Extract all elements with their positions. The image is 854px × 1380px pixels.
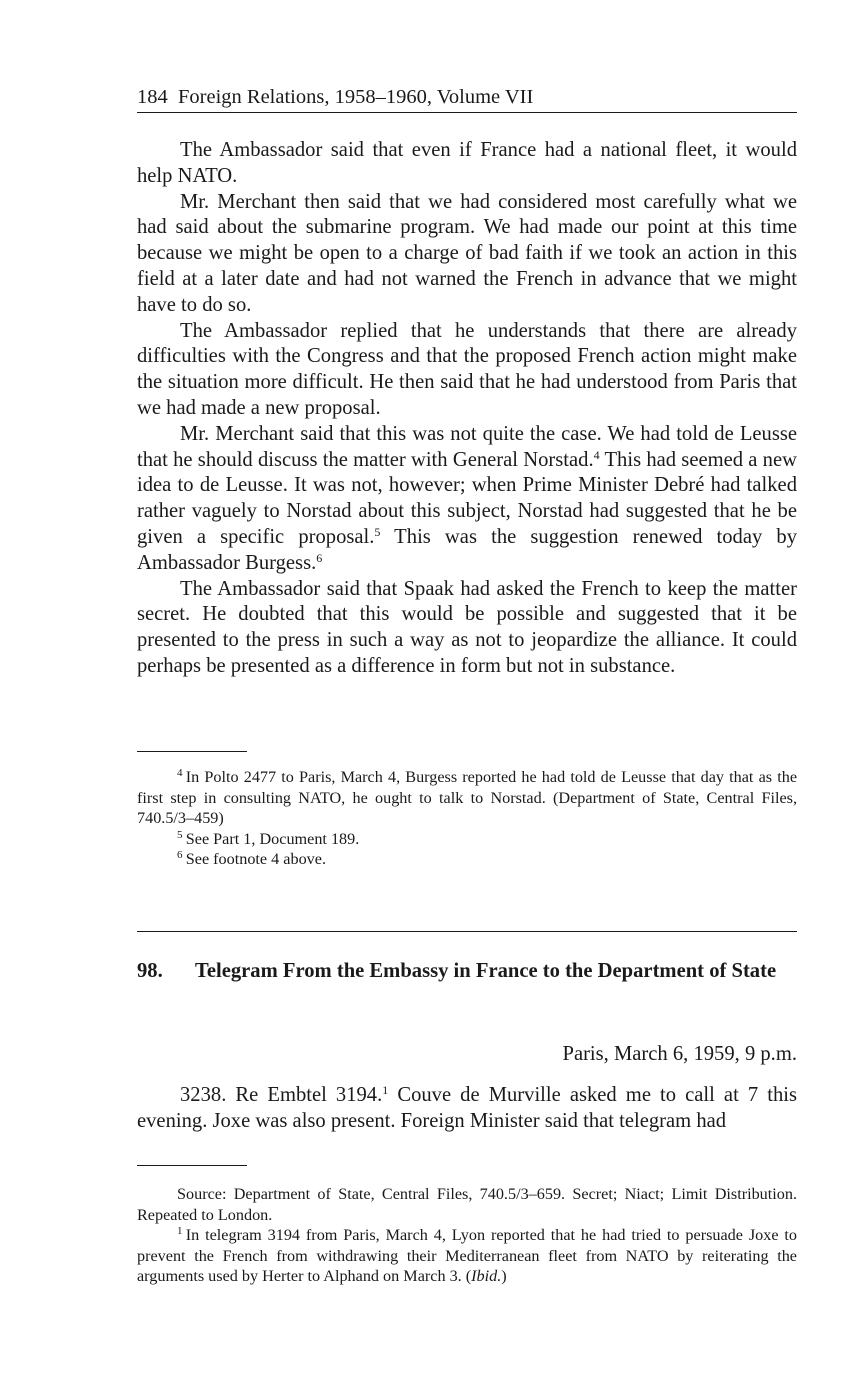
paragraph-text: Couve de Murville asked me to call at 7 this evening. Joxe was also present. Foreign Minister said that telegram had <box>137 1084 797 1132</box>
footnote <box>137 767 797 829</box>
paragraph <box>137 1083 797 1135</box>
paragraph-text: 3238. Re Embtel 3194. <box>180 1084 383 1106</box>
footnote <box>137 1225 797 1287</box>
paragraph: Mr. Merchant then said that we had considered most carefully what we had said about the submarine program. We had made our point at this time because we might be open to a charge of bad faith if we took an action in this field at a later date and had not warned the French in advance that we might have to do so. <box>137 190 797 316</box>
paragraph-text: This had seemed a new idea to de Leusse. It was not, however; when Prime Minister Debré had talked rather vaguely to Norstad about this subject, Norstad had suggested that he be given a specific proposal. <box>137 448 797 548</box>
paragraph <box>137 422 797 577</box>
document-title: Telegram From the Embassy in France to the Department of State <box>195 960 777 982</box>
footnote-mark: 6 <box>177 849 183 861</box>
paragraph-text: Mr. Merchant said that this was not quite the case. We had told de Leusse that he should discuss the matter with General Norstad. <box>137 422 797 471</box>
paragraph: The Ambassador said that Spaak had asked the French to keep the matter secret. He doubted that this would be possible and suggested that it be presented to the press in such a way as not to jeopardize the alliance. It could perhaps be presented as a difference in form but not in substance. <box>137 577 797 677</box>
footnote-reference[interactable]: 1 <box>382 1083 389 1097</box>
footnote-text: See footnote 4 above. <box>185 850 326 868</box>
footnote-mark: 1 <box>177 1225 183 1237</box>
running-title: Foreign Relations, 1958–1960, Volume VII <box>178 86 534 108</box>
page-number: 184 <box>137 86 168 108</box>
ibid-citation: Ibid. <box>471 1267 502 1285</box>
document-heading <box>137 958 797 984</box>
paragraph: The Ambassador said that even if France had a national fleet, it would help NATO. <box>137 139 797 187</box>
header-rule <box>137 112 797 113</box>
footnote-text: In telegram 3194 from Paris, March 4, Lyon reported that he had tried to persuade Joxe to prevent the French from withdrawing their Mediterranean fleet from NATO by reiterating the arguments used by Herter to Alphand on March 3. ( <box>137 1226 797 1285</box>
footnote-mark: 5 <box>177 828 183 841</box>
section-divider <box>137 931 797 932</box>
footnote-mark: 4 <box>177 767 183 779</box>
footnote-text: In Polto 2477 to Paris, March 4, Burgess reported he had told de Leusse that day that as the first step in consulting NATO, he ought to talk to Norstad. (Department of State, Central Files, 740.5/3–459) <box>137 768 797 827</box>
paragraph-text: This was the suggestion renewed today by Ambassador Burgess. <box>137 525 797 574</box>
document-footnotes <box>137 1184 797 1287</box>
footnote-reference[interactable]: 6 <box>316 550 323 565</box>
footnotes <box>137 767 797 870</box>
footnote <box>137 849 797 870</box>
footnote-text: See Part 1, Document 189. <box>185 829 360 848</box>
document-number: 98. <box>137 960 163 982</box>
footnote-rule <box>137 1165 247 1166</box>
footnote-rule <box>137 751 247 752</box>
dateline: Paris, March 6, 1959, 9 p.m. <box>562 1043 797 1065</box>
footnote-reference[interactable]: 5 <box>374 524 381 539</box>
source-note: Source: Department of State, Central Files, 740.5/3–659. Secret; Niact; Limit Distribution. Repeated to London. <box>137 1185 797 1224</box>
footnote-reference[interactable]: 4 <box>593 447 600 462</box>
footnote-text: ) <box>501 1267 507 1285</box>
running-header <box>137 84 797 110</box>
body-text <box>137 138 797 680</box>
telegram-text <box>137 1083 797 1135</box>
paragraph: The Ambassador replied that he understands that there are already difficulties with the Congress and that the proposed French action might make the situation more difficult. He then said that he had understood from Paris that we had made a new proposal. <box>137 319 797 419</box>
footnote <box>137 829 797 850</box>
